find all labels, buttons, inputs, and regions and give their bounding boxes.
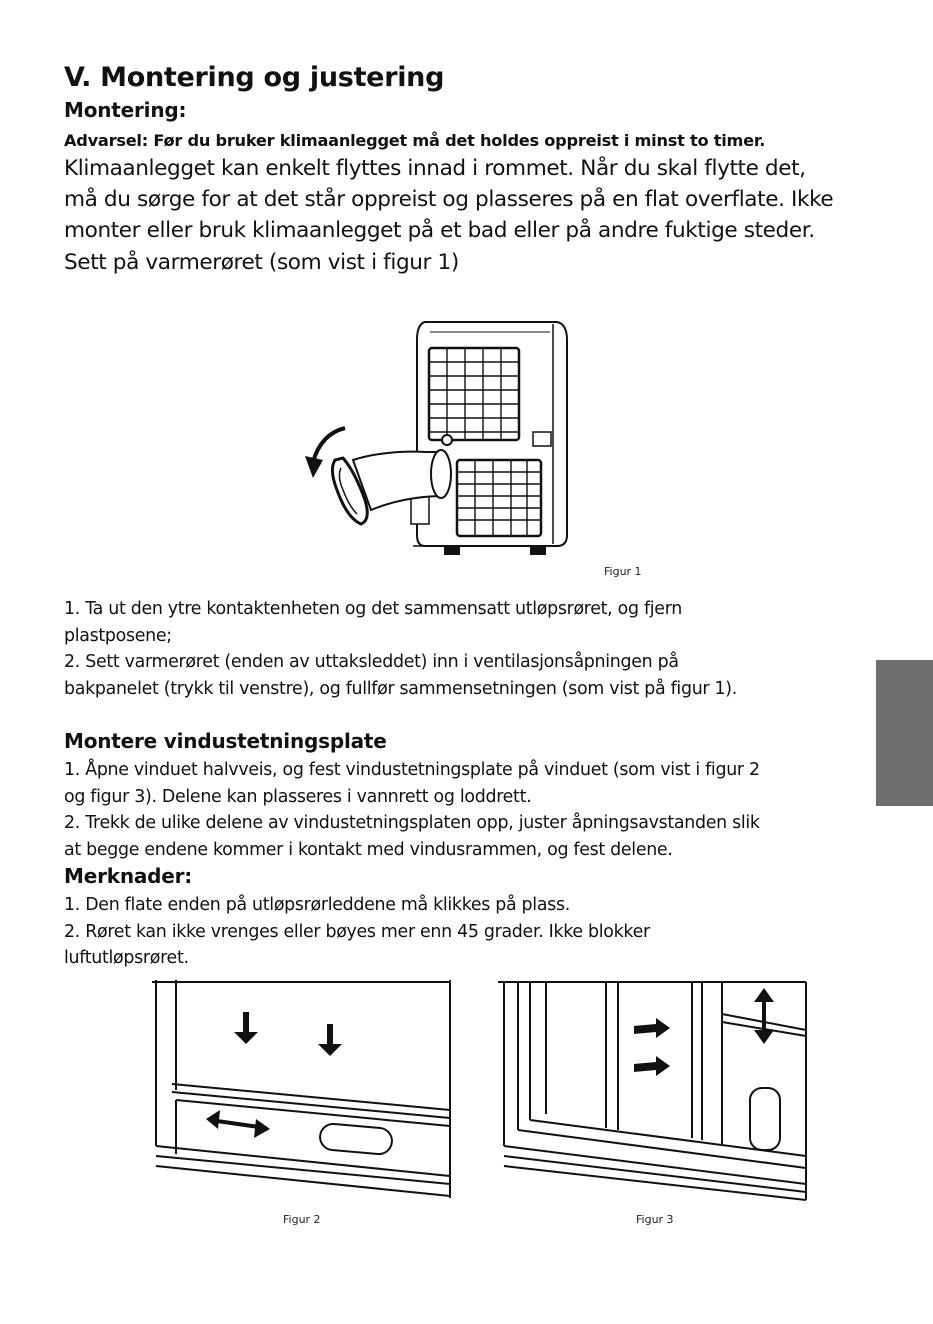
step-line: plastposene; <box>64 625 172 646</box>
step-line: 1. Ta ut den ytre kontaktenheten og det sammensatt utløpsrøret, og fjern <box>64 599 682 619</box>
page-title: V. Montering og justering <box>64 62 445 93</box>
section-heading-window-seal: Montere vindustetningsplate <box>64 729 387 753</box>
intro-line: må du sørge for at det står oppreist og plasseres på en flat overflate. Ikke <box>64 187 834 213</box>
instruction-line: 2. Trekk de ulike delene av vindustetningsplaten opp, juster åpningsavstanden slik <box>64 813 760 834</box>
figure-2-caption: Figur 2 <box>283 1213 321 1226</box>
assembly-steps <box>64 596 874 702</box>
warning-text: Advarsel: Før du bruker klimaanlegget må det holdes oppreist i minst to timer. <box>64 131 766 150</box>
figure-3-caption: Figur 3 <box>636 1213 674 1226</box>
figure-3-vertical-window <box>496 978 814 1208</box>
window-seal-instructions <box>64 757 874 863</box>
intro-line: monter eller bruk klimaanlegget på et bad eller på andre fuktige steder. <box>64 218 815 244</box>
step-line: 2. Sett varmerøret (enden av uttaksleddet) inn i ventilasjonsåpningen på <box>64 652 679 673</box>
instruction-line: at begge endene kommer i kontakt med vindusrammen, og fest delene. <box>64 839 673 860</box>
intro-line: Sett på varmerøret (som vist i figur 1) <box>64 249 459 275</box>
intro-line: Klimaanlegget kan enkelt flyttes innad i rommet. Når du skal flytte det, <box>64 156 806 181</box>
section-heading-notes: Merknader: <box>64 864 193 888</box>
note-line: luftutløpsrøret. <box>64 948 189 969</box>
step-line: bakpanelet (trykk til venstre), og fullfør sammensetningen (som vist på figur 1). <box>64 678 737 699</box>
figure-2-horizontal-window <box>150 978 460 1204</box>
notes-list <box>64 892 874 972</box>
instruction-line: og figur 3). Delene kan plasseres i vannrett og loddrett. <box>64 786 532 807</box>
figure-1-air-conditioner <box>295 310 585 570</box>
section-heading-montering: Montering: <box>64 98 187 122</box>
figure-1-caption: Figur 1 <box>604 565 642 578</box>
instruction-line: 1. Åpne vinduet halvveis, og fest vindustetningsplate på vinduet (som vist i figur 2 <box>64 760 760 780</box>
intro-paragraph <box>64 153 894 278</box>
note-line: 2. Røret kan ikke vrenges eller bøyes mer enn 45 grader. Ikke blokker <box>64 921 650 942</box>
note-line: 1. Den flate enden på utløpsrørleddene må klikkes på plass. <box>64 895 570 915</box>
chapter-tab-marker <box>876 660 933 806</box>
